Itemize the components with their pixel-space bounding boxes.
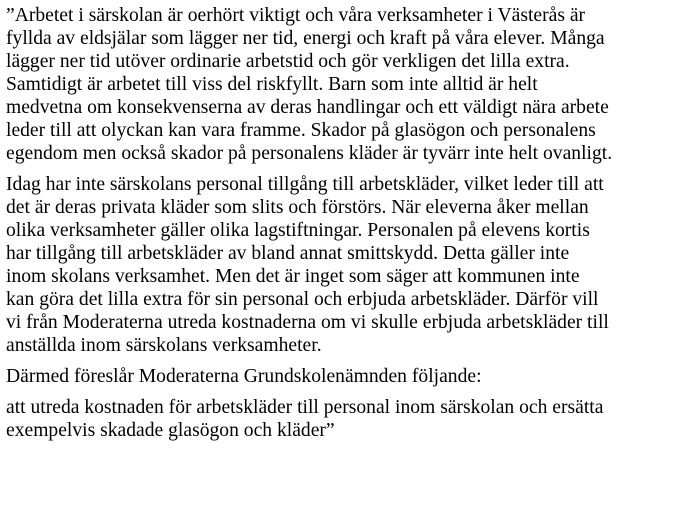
text-line: olika verksamheter gäller olika lagstiftningar. Personalen på elevens kortis <box>6 220 590 241</box>
paragraph-motivation <box>6 173 694 357</box>
text-line: att utreda kostnaden för arbetskläder till personal inom särskolan och ersätta <box>6 397 604 418</box>
text-line: Därmed föreslår Moderaterna Grundskolenämnden följande: <box>6 366 482 387</box>
text-line: kan göra det lilla extra för sin personal och erbjuda arbetskläder. Därför vill <box>6 289 599 310</box>
text-line: inom skolans verksamhet. Men det är inget som säger att kommunen inte <box>6 266 580 287</box>
text-line: lägger ner tid utöver ordinarie arbetstid och gör verkligen det lilla extra. <box>6 51 570 72</box>
text-line: Samtidigt är arbetet till viss del riskfyllt. Barn som inte alltid är helt <box>6 74 538 95</box>
paragraph-proposal-intro <box>6 365 694 388</box>
text-line: har tillgång till arbetskläder av bland annat smittskydd. Detta gäller inte <box>6 243 570 264</box>
text-line: anställda inom särskolans verksamheter. <box>6 335 322 356</box>
text-line: exempelvis skadade glasögon och kläder” <box>6 420 335 441</box>
text-line: medvetna om konsekvenserna av deras handlingar och ett väldigt nära arbete <box>6 97 609 118</box>
text-line: leder till att olyckan kan vara framme. Skador på glasögon och personalens <box>6 120 596 141</box>
text-line: fyllda av eldsjälar som lägger ner tid, energi och kraft på våra elever. Många <box>6 28 605 49</box>
text-line: vi från Moderaterna utreda kostnaderna om vi skulle erbjuda arbetskläder till <box>6 312 609 333</box>
paragraph-background <box>6 4 694 165</box>
paragraph-proposal <box>6 396 694 442</box>
text-line: ”Arbetet i särskolan är oerhört viktigt och våra verksamheter i Västerås är <box>6 5 586 26</box>
text-line: egendom men också skador på personalens kläder är tyvärr inte helt ovanligt. <box>6 143 613 164</box>
text-line: Idag har inte särskolans personal tillgång till arbetskläder, vilket leder till att <box>6 174 604 195</box>
text-line: det är deras privata kläder som slits och förstörs. När eleverna åker mellan <box>6 197 589 218</box>
